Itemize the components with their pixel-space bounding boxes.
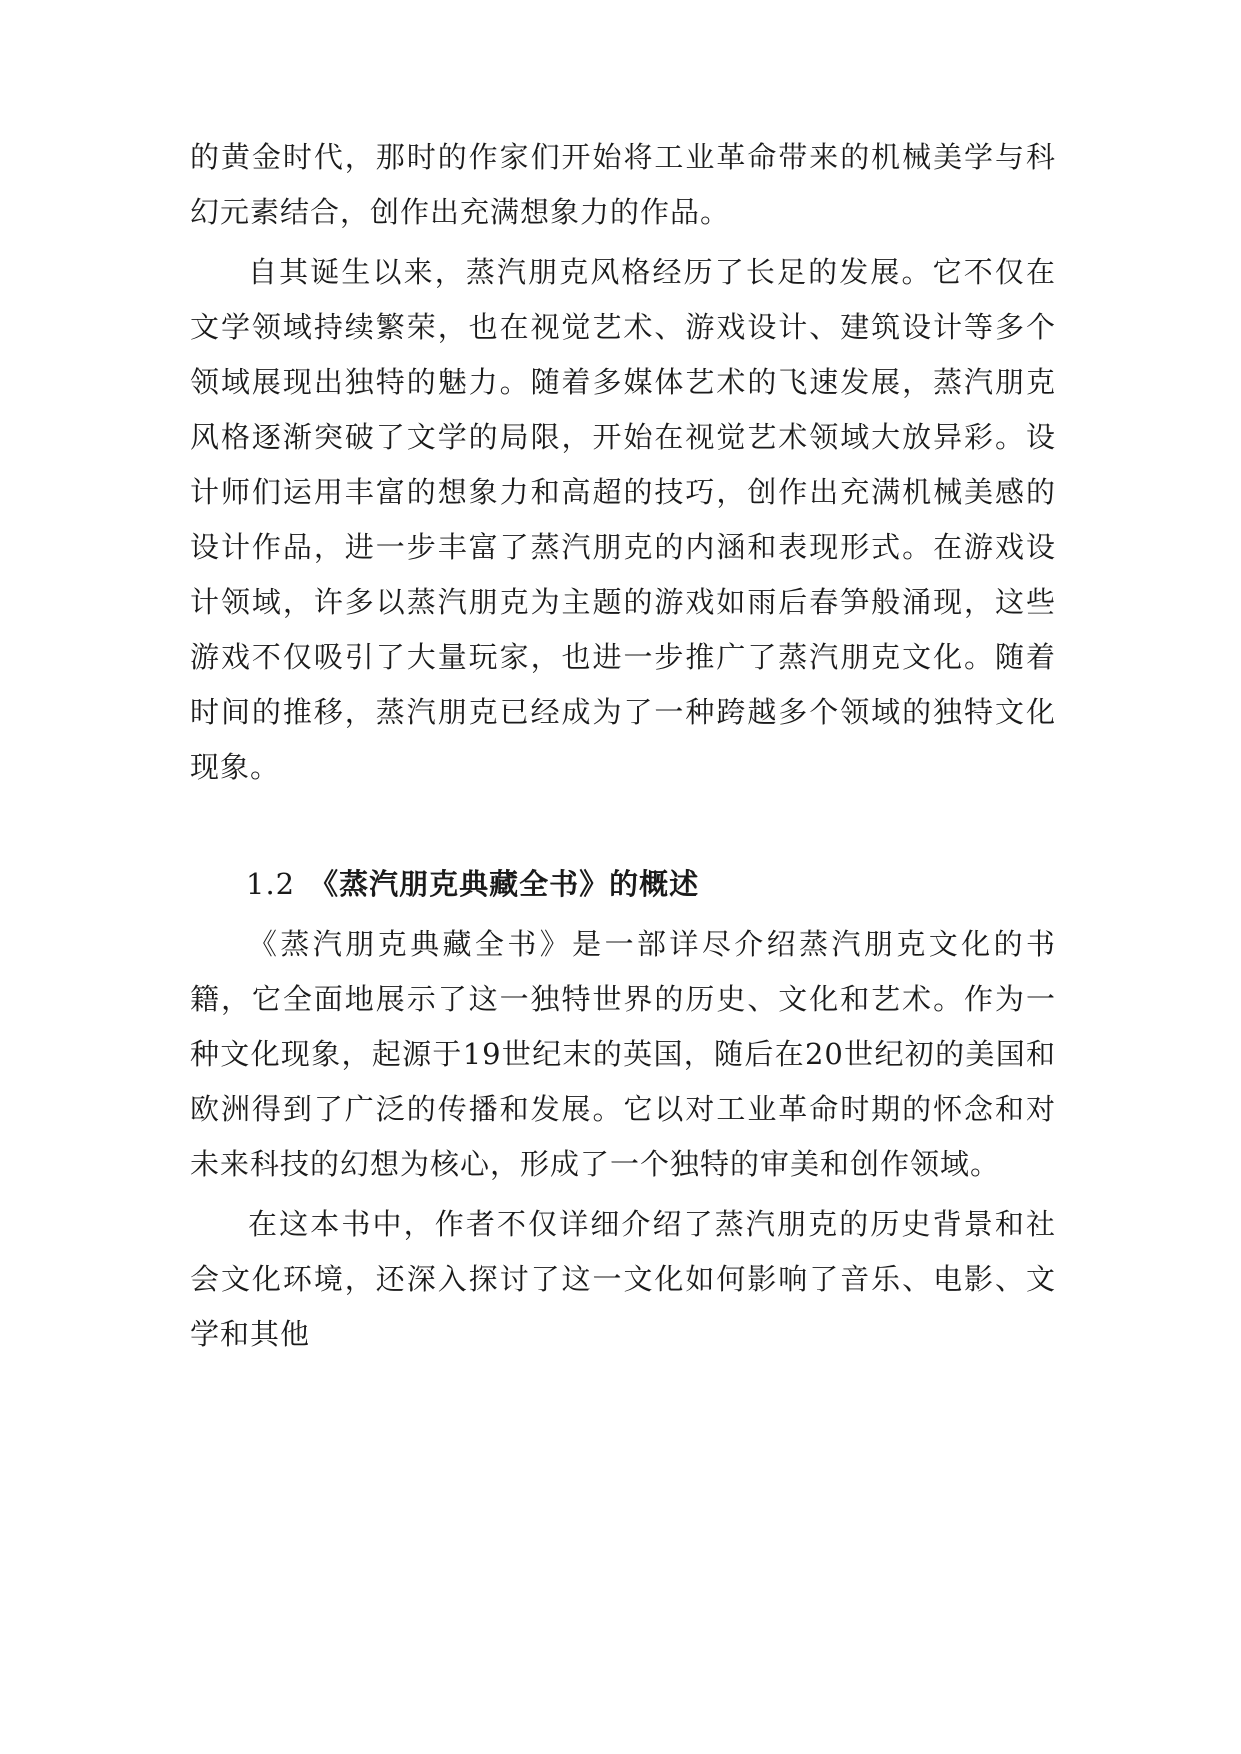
section-number: 1.2 — [246, 867, 296, 901]
paragraph-continuation: 的黄金时代，那时的作家们开始将工业革命带来的机械美学与科幻元素结合，创作出充满想象力的作品。 — [190, 140, 1056, 229]
section-title: 《蒸汽朋克典藏全书》的概述 — [309, 867, 700, 901]
section-heading — [190, 857, 1056, 912]
paragraph-book-overview: 《蒸汽朋克典藏全书》是一部详尽介绍蒸汽朋克文化的书籍，它全面地展示了这一独特世界的历史、文化和艺术。作为一种文化现象，起源于19世纪末的英国，随后在20世纪初的美国和欧洲得到了广泛的传播和发展。它以对工业革命时期的怀念和对未来科技的幻想为核心，形成了一个独特的审美和创作领域。 — [190, 927, 1056, 1181]
document-page — [190, 130, 1056, 1362]
paragraph-book-content: 在这本书中，作者不仅详细介绍了蒸汽朋克的历史背景和社会文化环境，还深入探讨了这一文化如何影响了音乐、电影、文学和其他 — [190, 1207, 1056, 1351]
paragraph-steampunk-development: 自其诞生以来，蒸汽朋克风格经历了长足的发展。它不仅在文学领域持续繁荣，也在视觉艺术、游戏设计、建筑设计等多个领域展现出独特的魅力。随着多媒体艺术的飞速发展，蒸汽朋克风格逐渐突破了文学的局限，开始在视觉艺术领域大放异彩。设计师们运用丰富的想象力和高超的技巧，创作出充满机械美感的设计作品，进一步丰富了蒸汽朋克的内涵和表现形式。在游戏设计领域，许多以蒸汽朋克为主题的游戏如雨后春笋般涌现，这些游戏不仅吸引了大量玩家，也进一步推广了蒸汽朋克文化。随着时间的推移，蒸汽朋克已经成为了一种跨越多个领域的独特文化现象。 — [190, 255, 1056, 784]
